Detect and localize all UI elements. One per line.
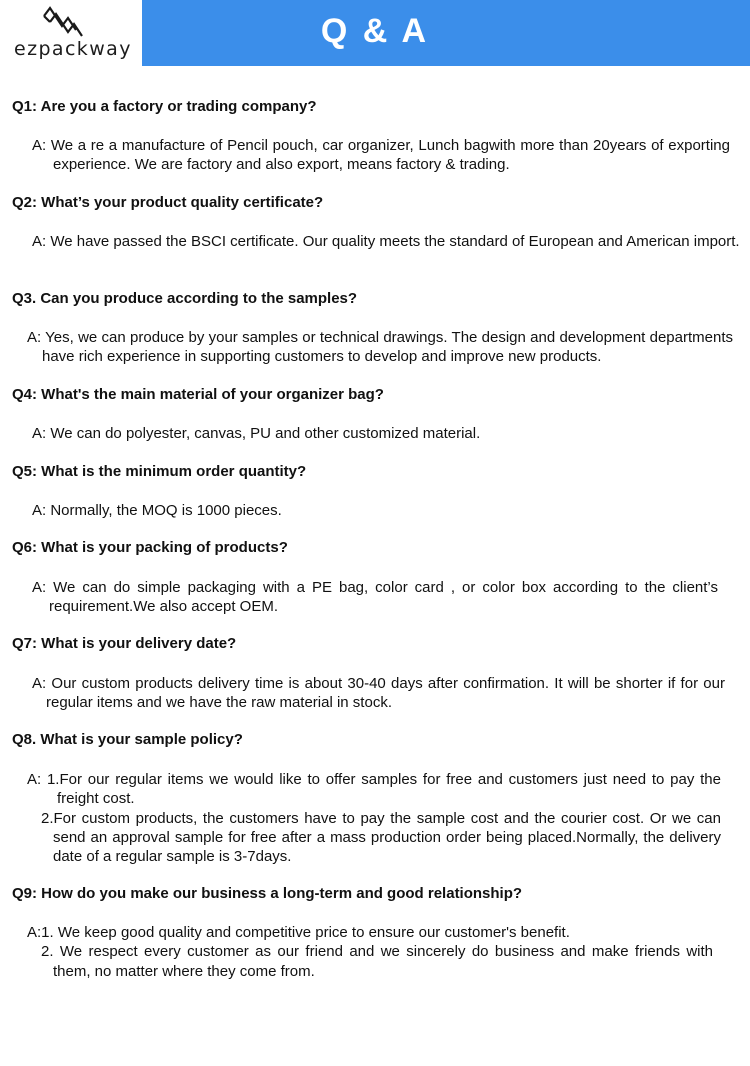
answer-1: A: We a re a manufacture of Pencil pouch, car organizer, Lunch bagwith more than 20years of exporting experience. We are factory and also export, means factory & trading.	[32, 137, 730, 174]
question-6: Q6: What is your packing of products?	[12, 539, 288, 556]
answer-8-item-2: 2.For custom products, the customers have to pay the sample cost and the courier cost. Or we can send an approval sample for free after a mass production order being placed.Normally, the delivery date of a regular sample is 3-7days.	[41, 809, 721, 866]
question-9: Q9: How do you make our business a long-term and good relationship?	[12, 885, 523, 902]
question-3: Q3. Can you produce according to the samples?	[12, 290, 358, 307]
logo-text: ezpackway	[14, 38, 132, 60]
answer-6: A: We can do simple packaging with a PE bag, color card , or color box according to the client’s requirement.We also accept OEM.	[32, 579, 718, 616]
answer-4: A: We can do polyester, canvas, PU and other customized material.	[32, 425, 481, 442]
header-banner	[0, 0, 750, 66]
answer-3: A: Yes, we can produce by your samples or technical drawings. The design and development departments have rich experience in supporting customers to develop and improve new products.	[27, 329, 733, 366]
answer-9-item-2: 2. We respect every customer as our friend and we sincerely do business and make friends with them, no matter where they come from.	[41, 943, 713, 980]
question-1: Q1: Are you a factory or trading company?	[12, 98, 317, 115]
question-5: Q5: What is the minimum order quantity?	[12, 463, 307, 480]
question-7: Q7: What is your delivery date?	[12, 635, 237, 652]
answer-8-item-1: A: 1.For our regular items we would like to offer samples for free and customers just need to pay the freight cost.	[27, 771, 721, 808]
answer-9	[27, 923, 713, 981]
page-title: Q & A	[320, 12, 430, 50]
answer-2: A: We have passed the BSCI certificate. Our quality meets the standard of European and American import.	[32, 233, 740, 250]
answer-5: A: Normally, the MOQ is 1000 pieces.	[32, 502, 282, 519]
answer-7: A: Our custom products delivery time is about 30-40 days after confirmation. It will be shorter if for our regular items and we have the raw material in stock.	[32, 675, 725, 712]
question-4: Q4: What's the main material of your organizer bag?	[12, 386, 384, 403]
answer-8	[27, 770, 721, 866]
answer-9-item-1: A:1. We keep good quality and competitive price to ensure our customer's benefit.	[27, 924, 570, 941]
question-8: Q8. What is your sample policy?	[12, 731, 243, 748]
question-2: Q2: What’s your product quality certificate?	[12, 194, 324, 211]
